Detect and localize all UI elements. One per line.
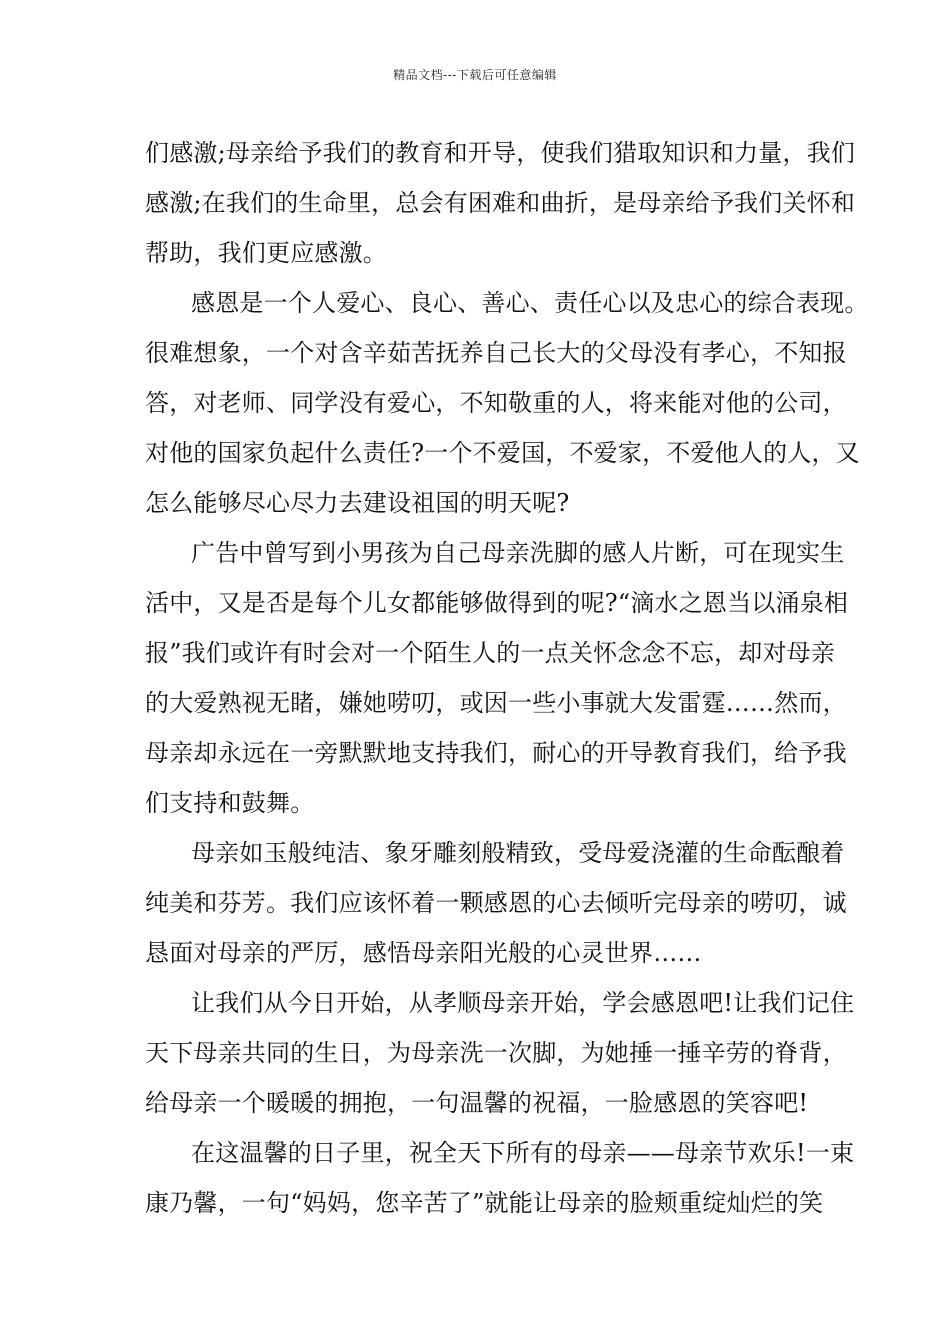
text-line: 们支持和鼓舞。 xyxy=(145,789,315,817)
paragraph-first-line: 广告中曾写到小男孩为自己母亲洗脚的感人片断，可在现实生 xyxy=(191,539,845,567)
text-line: 母亲却永远在一旁默默地支持我们，耐心的开导教育我们，给予我 xyxy=(145,739,847,767)
text-line: 感激;在我们的生命里，总会有困难和曲折，是母亲给予我们关怀和 xyxy=(145,189,856,217)
paragraph-first-line: 在这温馨的日子里，祝全天下所有的母亲——母亲节欢乐!一束 xyxy=(191,1139,855,1167)
text-line: 康乃馨，一句“妈妈，您辛苦了”就能让母亲的脸颊重绽灿烂的笑 xyxy=(145,1189,824,1217)
text-line: 给母亲一个暖暖的拥抱，一句温馨的祝福，一脸感恩的笑容吧! xyxy=(145,1089,809,1117)
text-line: 活中，又是否是每个儿女都能够做得到的呢?“滴水之恩当以涌泉相 xyxy=(145,589,849,617)
paragraph-first-line: 感恩是一个人爱心、良心、善心、责任心以及忠心的综合表现。 xyxy=(191,289,869,317)
text-line: 纯美和芬芳。我们应该怀着一颗感恩的心去倾听完母亲的唠叨，诚 xyxy=(145,889,847,917)
text-line: 报”我们或许有时会对一个陌生人的一点关怀念念不忘，却对母亲 xyxy=(145,639,836,667)
text-line: 怎么能够尽心尽力去建设祖国的明天呢? xyxy=(145,489,570,517)
document-body xyxy=(145,128,869,1228)
text-line: 天下母亲共同的生日，为母亲洗一次脚，为她捶一捶辛劳的脊背， xyxy=(145,1039,847,1067)
paragraph-first-line: 母亲如玉般纯洁、象牙雕刻般精致，受母爱浇灌的生命酝酿着 xyxy=(191,839,845,867)
text-line: 恳面对母亲的严厉，感悟母亲阳光般的心灵世界…… xyxy=(145,939,702,967)
text-line: 答，对老师、同学没有爱心，不知敬重的人，将来能对他的公司， xyxy=(145,389,847,417)
page-header: 精品文档---下载后可任意编辑 xyxy=(393,68,557,82)
text-line: 对他的国家负起什么责任?一个不爱国，不爱家，不爱他人的人，又 xyxy=(145,439,860,467)
paragraph-first-line: 让我们从今日开始，从孝顺母亲开始，学会感恩吧!让我们记住 xyxy=(191,989,855,1017)
text-line: 帮助，我们更应感激。 xyxy=(145,239,387,267)
text-line: 的大爱熟视无睹，嫌她唠叨，或因一些小事就大发雷霆……然而， xyxy=(145,689,847,717)
text-line: 们感激;母亲给予我们的教育和开导，使我们猎取知识和力量，我们 xyxy=(145,139,856,167)
text-line: 很难想象，一个对含辛茹苦抚养自己长大的父母没有孝心，不知报 xyxy=(145,339,847,367)
